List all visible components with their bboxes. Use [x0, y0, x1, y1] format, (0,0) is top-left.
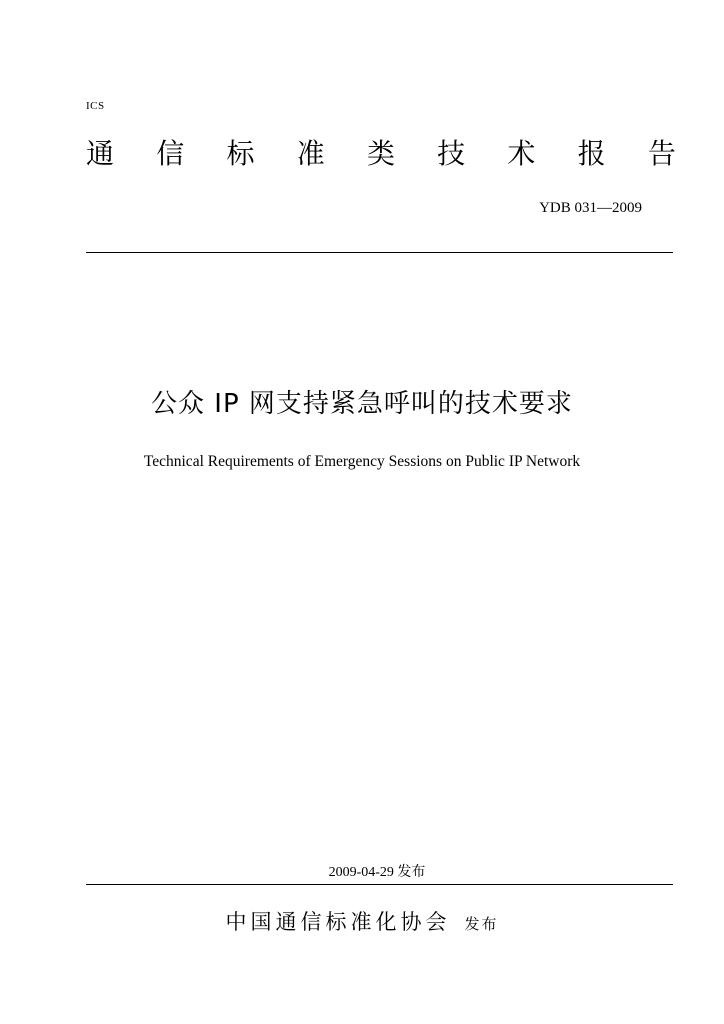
report-type-char: 信 — [156, 137, 185, 170]
document-number: YDB 031—2009 — [539, 200, 642, 216]
publish-label: 发布 — [464, 915, 499, 933]
release-date: 2009-04-29 发布 — [328, 865, 426, 880]
report-type-char: 通 — [86, 137, 115, 170]
title-english: Technical Requirements of Emergency Sessions on Public IP Network — [143, 453, 581, 470]
header-divider — [86, 252, 673, 253]
report-type-char: 类 — [366, 137, 395, 170]
report-type-char: 标 — [226, 137, 255, 170]
report-type-char: 技 — [437, 137, 466, 170]
report-type-char: 告 — [647, 137, 676, 170]
title-chinese: 公众 IP 网支持紧急呼叫的技术要求 — [151, 389, 573, 419]
report-type-heading — [86, 134, 676, 174]
report-type-char: 报 — [577, 137, 606, 170]
publisher-line — [0, 906, 724, 940]
footer-divider — [86, 884, 673, 885]
report-type-char: 准 — [296, 137, 325, 170]
report-type-char: 术 — [507, 137, 536, 170]
ics-label: ICS — [86, 100, 105, 112]
publisher-name: 中国通信标准化协会 — [225, 910, 451, 934]
